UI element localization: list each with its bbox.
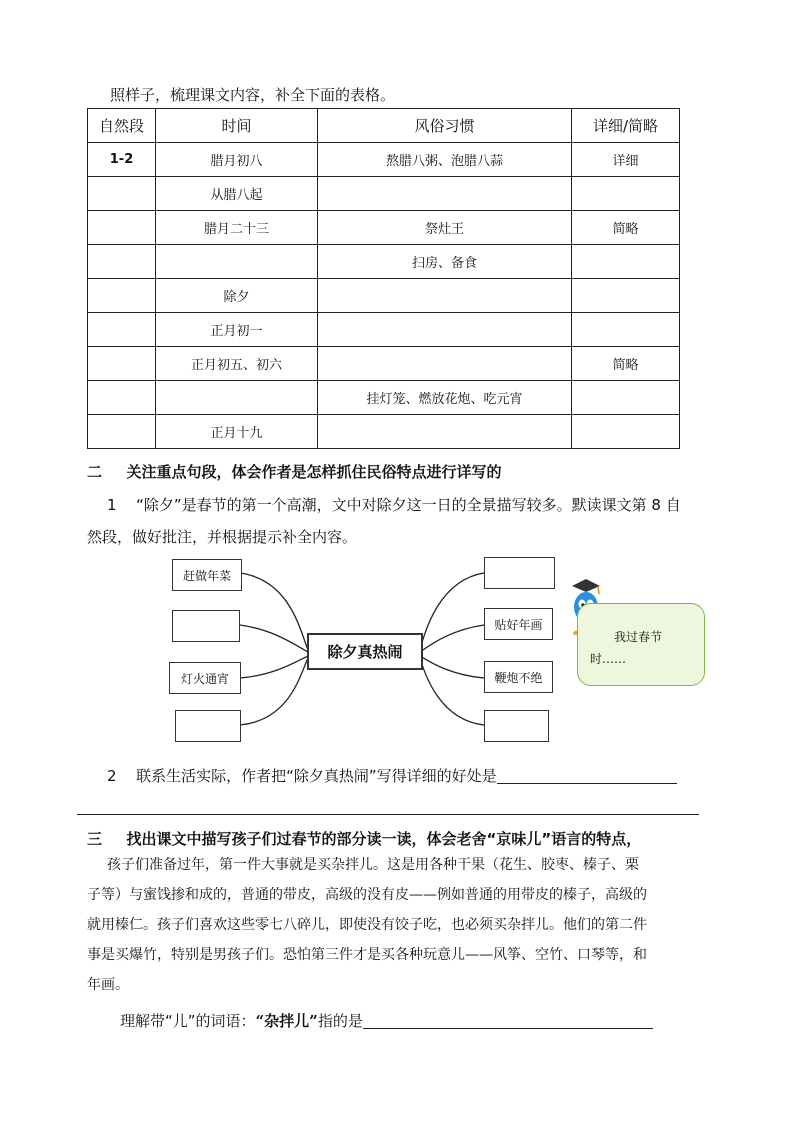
branch-line <box>240 625 308 652</box>
q1-number: 1 <box>107 496 117 514</box>
cell-detail[interactable]: 简略 <box>572 347 680 381</box>
story-passage <box>87 850 719 1000</box>
table-row <box>88 211 680 245</box>
table-header-row <box>88 109 680 143</box>
mindmap-right-box[interactable]: 鞭炮不绝 <box>484 661 553 693</box>
branch-line <box>240 656 308 678</box>
section3-heading <box>87 828 641 849</box>
cell-paragraph[interactable] <box>88 245 156 279</box>
cell-custom[interactable]: 祭灶王 <box>318 211 572 245</box>
cell-custom[interactable] <box>318 313 572 347</box>
branch-line <box>420 656 484 678</box>
branch-line <box>240 573 308 650</box>
q2-answer-blank[interactable] <box>497 765 677 784</box>
section3-answer-blank[interactable] <box>363 1010 653 1029</box>
mindmap-right-box[interactable]: 贴好年画 <box>484 608 553 640</box>
cell-paragraph[interactable] <box>88 279 156 313</box>
cell-detail[interactable]: 简略 <box>572 211 680 245</box>
mindmap-left-box[interactable]: 赶做年菜 <box>172 559 242 591</box>
q2-answer-line[interactable] <box>77 814 699 815</box>
section3-question <box>120 1005 653 1037</box>
mindmap-left-box[interactable]: 灯火通宵 <box>169 662 241 694</box>
table-row <box>88 177 680 211</box>
section3-title: 找出课文中描写孩子们过春节的部分读一读，体会老舍“京味儿”语言的特点， <box>126 830 642 848</box>
cell-time[interactable]: 正月初一 <box>156 313 318 347</box>
table-row <box>88 313 680 347</box>
cell-custom[interactable]: 熬腊八粥、泡腊八蒜 <box>318 143 572 177</box>
header-time: 时间 <box>156 109 318 143</box>
mindmap-left-box[interactable] <box>172 610 240 642</box>
table-row <box>88 347 680 381</box>
cell-time[interactable]: 正月初五、初六 <box>156 347 318 381</box>
cell-paragraph[interactable] <box>88 211 156 245</box>
cell-time[interactable] <box>156 245 318 279</box>
branch-line <box>240 658 308 725</box>
section2-title: 关注重点句段，体会作者是怎样抓住民俗特点进行详写的 <box>126 463 502 481</box>
story-line: 孩子们准备过年，第一件大事就是买杂拌儿。这是用各种干果（花生、胶枣、榛子、栗 <box>107 857 639 873</box>
cell-time[interactable]: 除夕 <box>156 279 318 313</box>
mindmap-center: 除夕真热闹 <box>307 633 423 670</box>
cell-custom[interactable]: 挂灯笼、燃放花炮、吃元宵 <box>318 381 572 415</box>
cell-time[interactable]: 腊月初八 <box>156 143 318 177</box>
story-line: 就用榛仁。孩子们喜欢这些零七八碎儿，即使没有饺子吃，也必须买杂拌儿。他们的第二件 <box>87 917 647 933</box>
header-paragraph: 自然段 <box>88 109 156 143</box>
table-row <box>88 143 680 177</box>
mindmap-right-box[interactable] <box>484 710 549 742</box>
table-row <box>88 415 680 449</box>
branch-line <box>420 658 484 725</box>
cell-custom[interactable] <box>318 347 572 381</box>
cell-detail[interactable] <box>572 245 680 279</box>
cell-paragraph[interactable] <box>88 177 156 211</box>
cell-custom[interactable]: 扫房、备食 <box>318 245 572 279</box>
table-row <box>88 245 680 279</box>
branch-line <box>420 625 484 652</box>
cell-custom[interactable] <box>318 279 572 313</box>
story-line: 子等）与蜜饯掺和成的，普通的带皮，高级的没有皮——例如普通的用带皮的榛子，高级的 <box>87 887 647 903</box>
table-row <box>88 381 680 415</box>
header-detail: 详细/简略 <box>572 109 680 143</box>
cell-time[interactable]: 腊月二十三 <box>156 211 318 245</box>
section3-number: 三 <box>87 830 103 848</box>
cell-paragraph[interactable] <box>88 347 156 381</box>
cell-detail[interactable] <box>572 177 680 211</box>
cell-detail[interactable]: 详细 <box>572 143 680 177</box>
branch-line <box>420 573 484 650</box>
q1-line1: “除夕”是春节的第一个高潮，文中对除夕这一日的全景描写较多。默读课文第 8 自 <box>136 496 681 514</box>
cell-time[interactable] <box>156 381 318 415</box>
story-line: 年画。 <box>87 977 129 993</box>
custom-table <box>87 108 680 449</box>
story-line: 事是买爆竹，特别是男孩子们。恐怕第三件才是买各种玩意儿——风筝、空竹、口琴等，和 <box>87 947 647 963</box>
cell-detail[interactable] <box>572 381 680 415</box>
cell-paragraph[interactable]: 1-2 <box>88 143 156 177</box>
section2-number: 二 <box>87 463 103 481</box>
cell-custom[interactable] <box>318 177 572 211</box>
q2-text: 联系生活实际，作者把“除夕真热闹”写得详细的好处是 <box>136 767 497 785</box>
cell-detail[interactable] <box>572 279 680 313</box>
header-custom: 风俗习惯 <box>318 109 572 143</box>
cell-paragraph[interactable] <box>88 381 156 415</box>
section3-q-prefix: 理解带“儿”的词语： <box>120 1012 256 1030</box>
cell-time[interactable]: 正月十九 <box>156 415 318 449</box>
section3-q-word: “杂拌儿” <box>255 1012 318 1030</box>
cell-detail[interactable] <box>572 313 680 347</box>
speech-bubble-text: 我过春节时…… <box>590 630 663 666</box>
cell-detail[interactable] <box>572 415 680 449</box>
mindmap-left-box[interactable] <box>175 710 241 742</box>
mindmap-right-box[interactable] <box>484 557 555 589</box>
table-row <box>88 279 680 313</box>
table-instruction: 照样子，梳理课文内容，补全下面的表格。 <box>110 86 396 104</box>
q2-number: 2 <box>107 767 117 785</box>
cell-paragraph[interactable] <box>88 415 156 449</box>
cell-custom[interactable] <box>318 415 572 449</box>
section3-q-suffix: 指的是 <box>317 1012 363 1030</box>
cell-paragraph[interactable] <box>88 313 156 347</box>
section2-heading <box>87 461 502 482</box>
cell-time[interactable]: 从腊八起 <box>156 177 318 211</box>
q1-line2: 然段，做好批注，并根据提示补全内容。 <box>87 528 358 546</box>
speech-bubble <box>577 603 705 686</box>
section2-q2 <box>107 760 727 792</box>
